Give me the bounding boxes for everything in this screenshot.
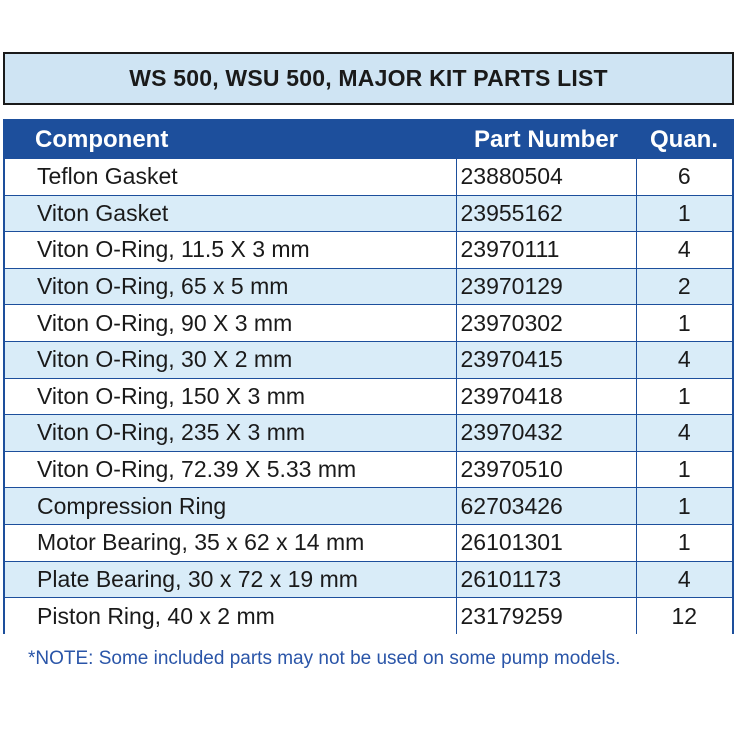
component-cell: Viton O-Ring, 235 X 3 mm [5,415,456,452]
parts-table-container [3,119,734,634]
part-number-cell: 23955162 [456,195,636,232]
quantity-cell: 1 [636,451,732,488]
table-row [5,451,732,488]
component-cell: Viton Gasket [5,195,456,232]
footnote: *NOTE: Some included parts may not be used on some pump models. [28,648,621,669]
part-number-cell: 23179259 [456,598,636,635]
part-number-cell: 26101173 [456,561,636,598]
quantity-cell: 12 [636,598,732,635]
part-number-cell: 23970302 [456,305,636,342]
table-row [5,561,732,598]
page-title: WS 500, WSU 500, MAJOR KIT PARTS LIST [129,65,608,91]
quantity-cell: 4 [636,561,732,598]
component-cell: Plate Bearing, 30 x 72 x 19 mm [5,561,456,598]
part-number-cell: 26101301 [456,524,636,561]
component-cell: Piston Ring, 40 x 2 mm [5,598,456,635]
component-cell: Teflon Gasket [5,159,456,196]
quantity-cell: 1 [636,305,732,342]
header-part-number: Part Number [456,121,636,159]
part-number-cell: 23880504 [456,159,636,196]
quantity-cell: 2 [636,268,732,305]
table-row [5,488,732,525]
parts-table [5,121,732,634]
quantity-cell: 4 [636,341,732,378]
part-number-cell: 23970432 [456,415,636,452]
quantity-cell: 6 [636,159,732,196]
table-row [5,378,732,415]
component-cell: Viton O-Ring, 30 X 2 mm [5,341,456,378]
component-cell: Viton O-Ring, 150 X 3 mm [5,378,456,415]
part-number-cell: 23970510 [456,451,636,488]
header-quantity: Quan. [636,121,732,159]
part-number-cell: 23970111 [456,232,636,269]
component-cell: Viton O-Ring, 72.39 X 5.33 mm [5,451,456,488]
quantity-cell: 1 [636,378,732,415]
header-component: Component [5,121,456,159]
quantity-cell: 1 [636,195,732,232]
quantity-cell: 1 [636,524,732,561]
table-row [5,524,732,561]
table-row [5,195,732,232]
component-cell: Viton O-Ring, 65 x 5 mm [5,268,456,305]
table-header-row [5,121,732,159]
part-number-cell: 23970415 [456,341,636,378]
table-row [5,268,732,305]
table-row [5,598,732,635]
part-number-cell: 23970129 [456,268,636,305]
quantity-cell: 4 [636,232,732,269]
part-number-cell: 23970418 [456,378,636,415]
title-banner [3,52,734,105]
table-row [5,415,732,452]
table-row [5,341,732,378]
table-row [5,159,732,196]
table-row [5,305,732,342]
component-cell: Viton O-Ring, 90 X 3 mm [5,305,456,342]
part-number-cell: 62703426 [456,488,636,525]
component-cell: Viton O-Ring, 11.5 X 3 mm [5,232,456,269]
component-cell: Compression Ring [5,488,456,525]
component-cell: Motor Bearing, 35 x 62 x 14 mm [5,524,456,561]
quantity-cell: 4 [636,415,732,452]
table-row [5,232,732,269]
quantity-cell: 1 [636,488,732,525]
